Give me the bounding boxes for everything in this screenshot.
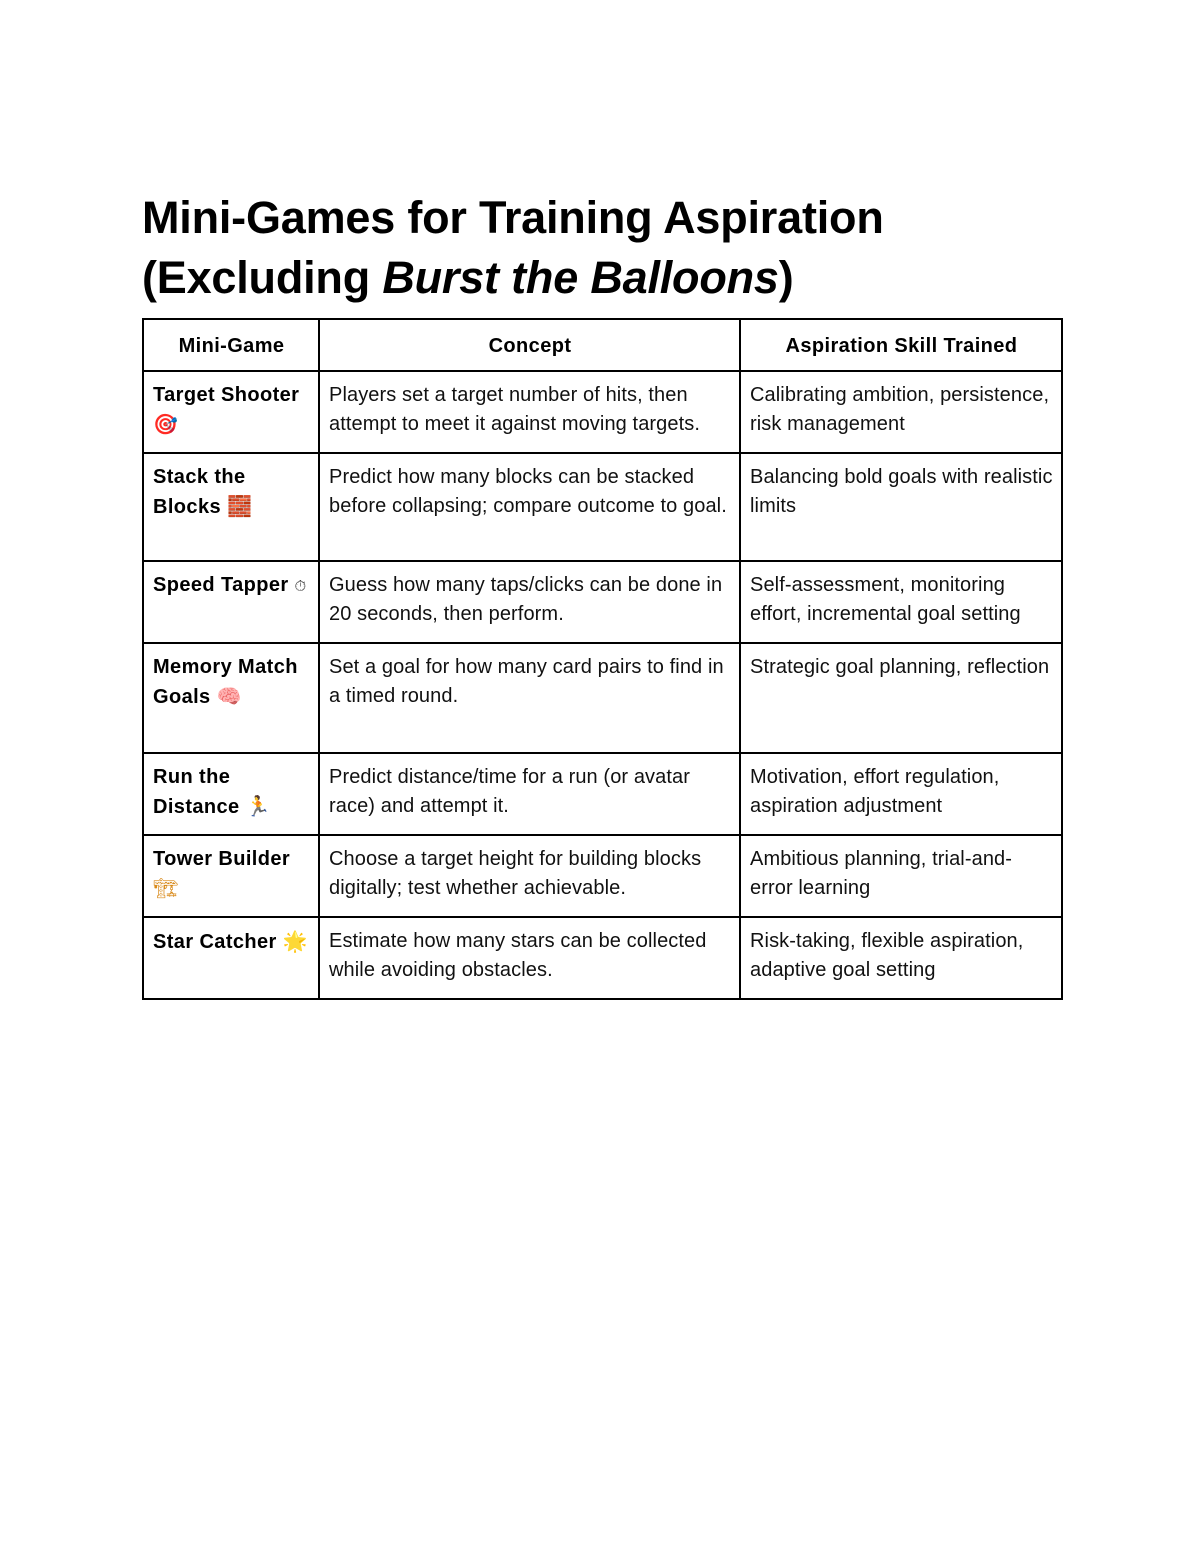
title-line-1: Mini-Games for Training Aspiration [142, 192, 884, 243]
game-name-cell [143, 917, 319, 999]
table-row [143, 453, 1062, 561]
skill-cell: Calibrating ambition, persistence, risk management [740, 371, 1062, 453]
game-name-cell [143, 643, 319, 753]
game-name: Stack the Blocks [153, 466, 246, 518]
table-header-row [143, 319, 1062, 371]
skill-cell: Risk-taking, flexible aspiration, adaptive goal setting [740, 917, 1062, 999]
game-name-cell [143, 835, 319, 917]
stopwatch-icon: ⏱ [294, 577, 307, 595]
concept-cell: Predict how many blocks can be stacked before collapsing; compare outcome to goal. [319, 453, 740, 561]
mini-games-table [142, 318, 1063, 1000]
game-name: Speed Tapper [153, 574, 289, 596]
concept-cell: Players set a target number of hits, then attempt to meet it against moving targets. [319, 371, 740, 453]
skill-cell: Motivation, effort regulation, aspiration adjustment [740, 753, 1062, 835]
title-suffix: ) [778, 252, 794, 303]
page-title [142, 188, 1062, 308]
concept-cell: Choose a target height for building blocks digitally; test whether achievable. [319, 835, 740, 917]
concept-cell: Predict distance/time for a run (or avatar race) and attempt it. [319, 753, 740, 835]
brain-icon: 🧠 [216, 684, 242, 708]
concept-cell: Guess how many taps/clicks can be done in 20 seconds, then perform. [319, 561, 740, 643]
runner-icon: 🏃 [245, 794, 271, 818]
concept-cell: Set a goal for how many card pairs to find in a timed round. [319, 643, 740, 753]
table-row [143, 561, 1062, 643]
skill-cell: Ambitious planning, trial-and-error learning [740, 835, 1062, 917]
column-header-skill: Aspiration Skill Trained [740, 319, 1062, 371]
target-icon: 🎯 [153, 412, 179, 436]
title-line-2 [142, 248, 1062, 308]
skill-cell: Self-assessment, monitoring effort, incremental goal setting [740, 561, 1062, 643]
skill-cell: Balancing bold goals with realistic limits [740, 453, 1062, 561]
table-row [143, 753, 1062, 835]
game-name: Run the Distance [153, 766, 240, 818]
title-prefix: (Excluding [142, 252, 383, 303]
column-header-mini-game: Mini-Game [143, 319, 319, 371]
column-header-concept: Concept [319, 319, 740, 371]
game-name-cell [143, 753, 319, 835]
table-row [143, 643, 1062, 753]
game-name: Memory Match Goals [153, 656, 298, 708]
brick-icon: 🧱 [226, 494, 253, 518]
concept-cell: Estimate how many stars can be collected while avoiding obstacles. [319, 917, 740, 999]
game-name-cell [143, 561, 319, 643]
table-row [143, 835, 1062, 917]
game-name: Star Catcher [153, 931, 277, 953]
construction-crane-icon: 🏗 [153, 876, 179, 900]
glowing-star-icon: 🌟 [282, 929, 309, 953]
skill-cell: Strategic goal planning, reflection [740, 643, 1062, 753]
table-row [143, 917, 1062, 999]
table-row [143, 371, 1062, 453]
game-name: Target Shooter [153, 384, 300, 406]
game-name-cell [143, 371, 319, 453]
title-italic-game-name: Burst the Balloons [382, 252, 779, 303]
game-name-cell [143, 453, 319, 561]
game-name: Tower Builder [153, 848, 291, 870]
